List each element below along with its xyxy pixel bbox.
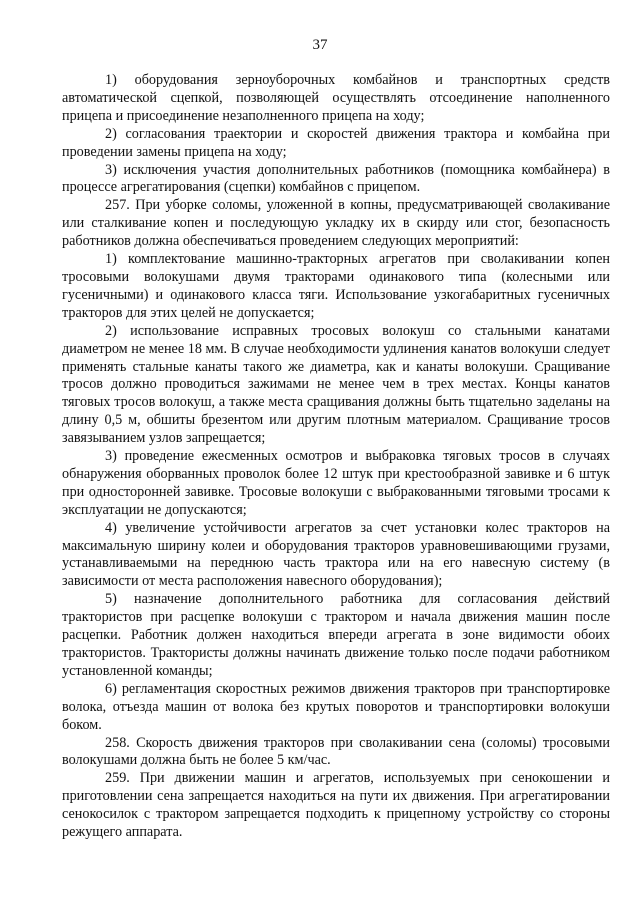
paragraph: 3) проведение ежесменных осмотров и выбраковка тяговых тросов в случаях обнаружения оборванных проволок более 12 штук при крестообразной завивке и 6 штук при односторонней завивке. Тросовые волокуши с выбракованными тяговыми тросами к эксплуатации не допускаются; — [62, 448, 610, 518]
paragraph: 5) назначение дополнительного работника для согласования действий трактористов при расцепке волокуши с трактором и начала движения машин после расцепки. Работник должен находиться впереди агрегата в зоне видимости обоих трактористов. Трактористы должны начинать движение только после подачи работником установленной команды; — [62, 591, 610, 679]
paragraph: 1) оборудования зерноуборочных комбайнов и транспортных средств автоматической сцепкой, позволяющей осуществлять отсоединение наполненного прицепа и присоединение незаполненного прицепа на ходу; — [62, 72, 610, 124]
paragraph: 257. При уборке соломы, уложенной в копны, предусматривающей сволакивание или сталкивание копен и последующую укладку их в скирду или стог, безопасность работников должна обеспечиваться проведением следующих мероприятий: — [62, 197, 610, 250]
paragraph: 259. При движении машин и агрегатов, используемых при сенокошении и приготовлении сена запрещается находиться на пути их движения. При агрегатировании сенокосилок с трактором запрещается подходить к прицепному устройству со стороны режущего аппарата. — [62, 770, 610, 841]
paragraph: 258. Скорость движения тракторов при сволакивании сена (соломы) тросовыми волокушами должна быть не более 5 км/час. — [62, 734, 610, 769]
paragraph: 1) комплектование машинно-тракторных агрегатов при сволакивании копен тросовыми волокушами двумя тракторами одинакового типа (колесными или гусеничными) и одинакового класса тяги. Использование узкогабаритных гусеничных тракторов для этих целей не допускается; — [62, 251, 610, 321]
paragraph: 3) исключения участия дополнительных работников (помощника комбайнера) в процессе агрегатирования (сцепки) комбайнов с прицепом. — [62, 161, 610, 196]
document-body — [62, 72, 610, 842]
page-number: 37 — [312, 37, 328, 53]
paragraph: 4) увеличение устойчивости агрегатов за счет установки колес тракторов на максимальную ширину колеи и оборудования тракторов уравновешивающими грузами, устанавливаемыми на переднюю часть трактора или на его навесную систему (в зависимости от места расположения навесного оборудования); — [62, 519, 610, 590]
paragraph: 2) использование исправных тросовых волокуш со стальными канатами диаметром не менее 18 мм. В случае необходимости удлинения канатов волокуши следует применять стальные канаты такого же диаметра, как и канаты волокуши. Сращивание тросов должно проводиться зажимами не менее чем в трех местах. Концы канатов тяговых тросов волокуш, а также места сращивания должны быть тщательно заделаны на длину 0,5 м, обшиты брезентом или другим плотным материалом. Сращивание тросов завязыванием узлов запрещается; — [62, 322, 610, 447]
paragraph: 2) согласования траектории и скоростей движения трактора и комбайна при проведении замены прицепа на ходу; — [62, 125, 610, 160]
paragraph: 6) регламентация скоростных режимов движения тракторов при транспортировке волока, отъезда машин от волока без крутых поворотов и транспортировки волокуши боком. — [62, 680, 610, 733]
